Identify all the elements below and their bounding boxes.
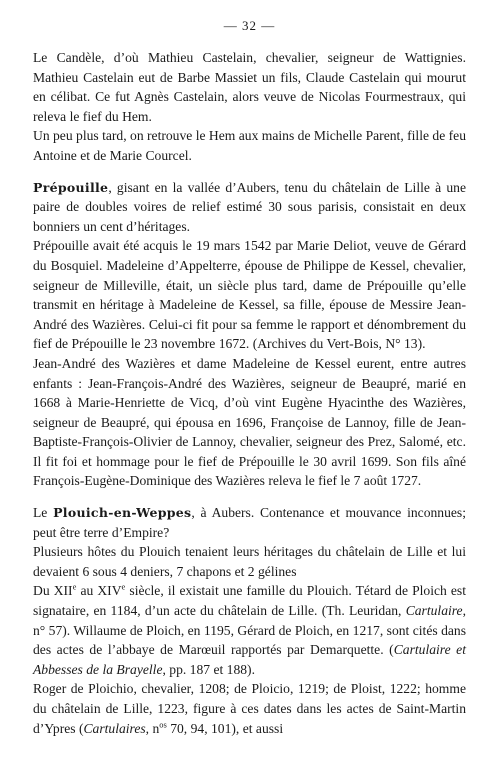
italic-title: Cartulaires: [83, 720, 146, 736]
paragraph-plouich-hosts: Plusieurs hôtes du Plouich tenaient leurs héritages du châtelain de Lille et lui devaient 6 sous 4 deniers, 7 chapons et 2 gélines: [33, 544, 466, 579]
text-segment: siècle, il existait une famille du Plouich. Tétard de Ploich est signataire, en 1184, d’un acte du châtelain de Lille. (Th. Leuridan,: [33, 583, 466, 619]
text-segment: Du XII: [33, 583, 73, 599]
paragraph-prepouille-intro: [33, 178, 466, 237]
superscript: os: [159, 719, 167, 730]
text-segment: , n° 57). Willaume de Ploich, en 1195, Gérard de Ploich, en 1217, sont cités dans des actes de l’abbaye de Marœuil rapportés par Demarquette. (: [33, 603, 466, 658]
text-segment: au XIV: [76, 583, 122, 599]
paragraph-wazieres: Jean-André des Wazières et dame Madeleine de Kessel eurent, entre autres enfants : Jean-François-André des Wazières, seigneur de Beaupré, marié en 1668 à Marie-Henriette de Vicq, d’où vint Eugène Hyacinthe des Wazières, seigneur de Beaupré, qui épousa en 1696, Françoise de Lannoy, fille de Jean-Baptiste-François-Olivier de Lannoy, chevalier, seigneur des Prez, Salomé, etc. Il fit foi et hommage pour le fief de Prépouille le 30 avril 1699. Son fils aîné François-Eugène-Dominique des Wazières releva le fief le 7 août 1727.: [33, 355, 466, 489]
heading-prepouille: Prépouille: [33, 179, 109, 195]
text-segment: , pp. 187 et 188).: [162, 661, 255, 677]
superscript: e: [72, 581, 77, 592]
paragraph-castelain: Le Candèle, d’où Mathieu Castelain, chevalier, seigneur de Wattignies. Mathieu Castelain eut de Barbe Massiet un fils, Claude Castelain qui mourut en célibat. Ce fut Agnès Castelain, alors veuve de Nicolas Fourmestraux, qui releva le fief du Hem.: [33, 50, 466, 124]
superscript: e: [121, 581, 126, 592]
plouich-prefix: Le: [33, 505, 54, 521]
text-segment: 70, 94, 101), et aussi: [166, 720, 284, 736]
text-segment: , n: [145, 720, 160, 736]
paragraph-plouich-intro: [33, 503, 466, 542]
paragraph-roger-de-plouich: [33, 679, 466, 738]
paragraph-plouich-family: [33, 581, 466, 679]
heading-plouich: Plouich-en-Weppes: [53, 505, 192, 521]
italic-title: Cartulaire et Abbesses de la Brayelle: [33, 642, 466, 677]
paragraph-plouich-intro-text: , à Aubers. Contenance et mouvance inconnues; peut être terre d’Empire?: [33, 505, 466, 540]
text-segment: Roger de Ploichio, chevalier, 1208; de Ploicio, 1219; de Ploist, 1222; homme du châtelain de Lille, 1223, figure à ces dates dans les actes de Saint-Martin d’Ypres (: [33, 681, 466, 736]
italic-title: Cartulaire: [405, 603, 463, 619]
page-number: — 32 —: [223, 18, 276, 33]
paragraph-prepouille-intro-text: , gisant en la vallée d’Aubers, tenu du châtelain de Lille à une paire de doubles voires de relief estimé 30 sous parisis, consistait en deux bonniers un cent d’héritages.: [33, 179, 466, 234]
paragraph-prepouille-history: Prépouille avait été acquis le 19 mars 1542 par Marie Deliot, veuve de Gérard du Bosquiel. Madeleine d’Appelterre, épouse de Philippe de Kessel, chevalier, seigneur de Milleville, était, un siècle plus tard, dame de Prépouille qu’elle transmit en héritage à Madeleine de Kessel, sa fille, épouse de Messire Jean-André des Wazières. Celui-ci fit pour sa femme le rapport et dénombrement du fief de Prépouille le 23 novembre 1672. (Archives du Vert-Bois, N° 13).: [33, 238, 466, 352]
paragraph-hem: Un peu plus tard, on retrouve le Hem aux mains de Michelle Parent, fille de feu Antoine et de Marie Courcel.: [33, 128, 466, 163]
